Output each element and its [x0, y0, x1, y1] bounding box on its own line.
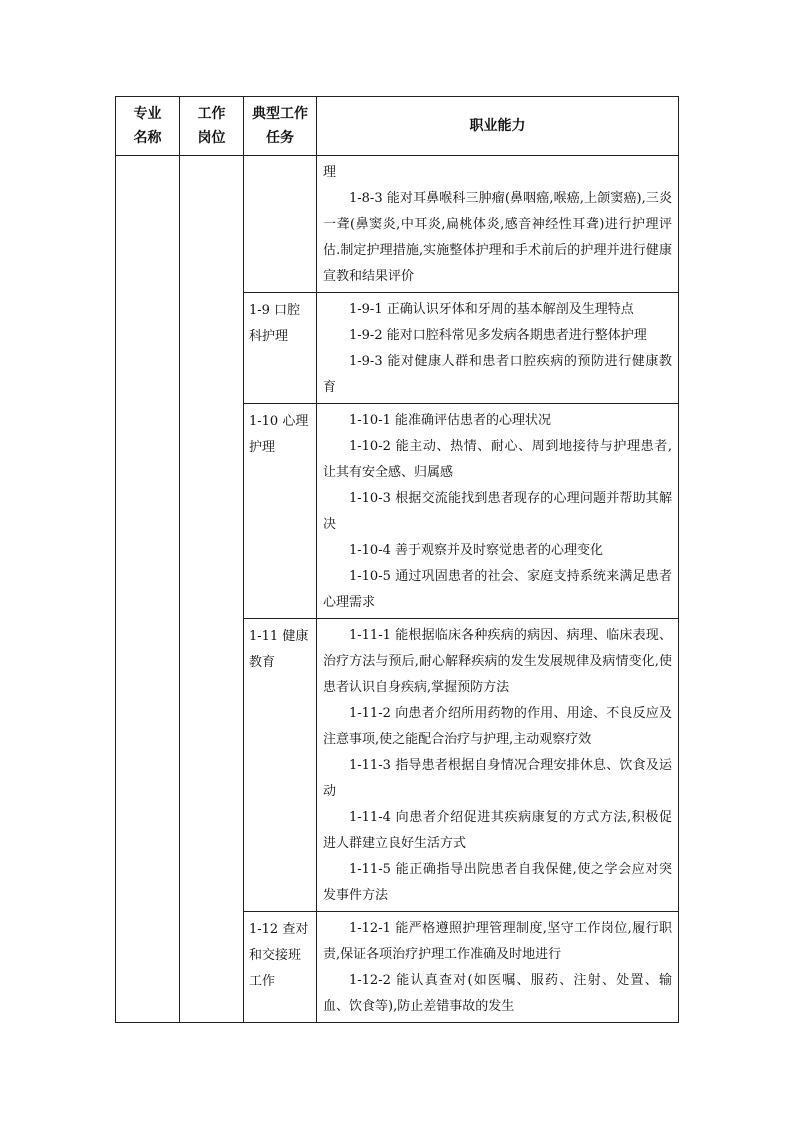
task-cell: 1-12 查对和交接班工作 — [244, 912, 317, 1023]
competency-item: 1-9-2 能对口腔科常见多发病各期患者进行整体护理 — [349, 328, 647, 343]
competency-item: 1-11-2 向患者介绍所用药物的作用、用途、不良反应及注意事项,使之能配合治疗与护理,主动观察疗效 — [323, 706, 672, 747]
header-major-name — [116, 97, 180, 156]
competency-item: 1-12-2 能认真查对(如医嘱、服药、注射、处置、输血、饮食等),防止差错事故的发生 — [323, 973, 672, 1014]
competency-item: 1-10-4 善于观察并及时察觉患者的心理变化 — [349, 543, 604, 558]
competency-item: 1-10-5 通过巩固患者的社会、家庭支持系统来满足患者心理需求 — [323, 569, 672, 610]
header-competency: 职业能力 — [317, 97, 679, 156]
header-work-post — [180, 97, 244, 156]
competency-item: 1-10-1 能准确评估患者的心理状况 — [349, 413, 552, 428]
competency-item: 1-11-4 向患者介绍促进其疾病康复的方式方法,积极促进人群建立良好生活方式 — [323, 810, 672, 851]
table-row — [116, 156, 679, 293]
competency-item: 理 — [323, 165, 337, 180]
competency-item: 1-10-3 根据交流能找到患者现存的心理问题并帮助其解决 — [323, 491, 672, 532]
header-post-line-1: 工作 — [197, 106, 226, 122]
competency-cell — [317, 156, 679, 293]
major-name-cell — [116, 156, 180, 1023]
competency-item: 1-9-1 正确认识牙体和牙周的基本解剖及生理特点 — [349, 302, 634, 317]
competency-item: 1-11-3 指导患者根据自身情况合理安排休息、饮食及运动 — [323, 758, 672, 799]
competency-item: 1-9-3 能对健康人群和患者口腔疾病的预防进行健康教育 — [323, 354, 672, 395]
header-major-line-1: 专业 — [133, 106, 162, 122]
task-cell — [244, 156, 317, 293]
task-cell: 1-11 健康教育 — [244, 619, 317, 912]
competency-item: 1-10-2 能主动、热情、耐心、周到地接待与护理患者,让其有安全感、归属感 — [323, 439, 672, 480]
competency-item: 1-11-1 能根据临床各种疾病的病因、病理、临床表现、治疗方法与预后,耐心解释疾病的发生发展规律及病情变化,使患者认识自身疾病,掌握预防方法 — [323, 628, 672, 695]
competency-item: 1-8-3 能对耳鼻喉科三肿瘤(鼻咽癌,喉癌,上颌窦癌),三炎一聋(鼻窦炎,中耳炎,扁桃体炎,感音神经性耳聋)进行护理评估.制定护理措施,实施整体护理和手术前后的护理并进行健康宣教和结果评价 — [323, 191, 672, 284]
task-cell: 1-10 心理护理 — [244, 404, 317, 619]
header-post-line-2: 岗位 — [197, 130, 226, 146]
header-typical-task — [244, 97, 317, 156]
work-post-cell — [180, 156, 244, 1023]
header-task-line-2: 任务 — [266, 130, 294, 146]
competency-cell — [317, 293, 679, 404]
competency-cell — [317, 404, 679, 619]
competency-item: 1-11-5 能正确指导出院患者自我保健,使之学会应对突发事件方法 — [323, 862, 672, 903]
table-header-row — [116, 97, 679, 156]
competency-item: 1-12-1 能严格遵照护理管理制度,坚守工作岗位,履行职责,保证各项治疗护理工作准确及时地进行 — [323, 921, 672, 962]
task-cell: 1-9 口腔科护理 — [244, 293, 317, 404]
competency-cell — [317, 912, 679, 1023]
header-task-line-1: 典型工作 — [252, 106, 308, 122]
competency-cell — [317, 619, 679, 912]
competency-table — [115, 96, 679, 1023]
header-major-line-2: 名称 — [133, 130, 162, 146]
